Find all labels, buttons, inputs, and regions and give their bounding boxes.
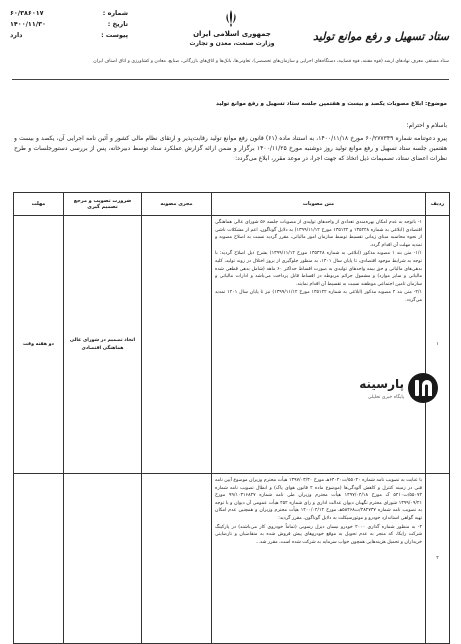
decision-paragraph: ۱/۱- متن بند ۱ مصوبه مذکور (ابلاغی به شماره ۱۳۵۴۲۸ مورخ ۱۳۹۹/۱۱/۱۲) بشرح ذیل اصلاح گردید: با توجه به شرایط موجود اقتصادی، تا پایان سال ۱۴۰۱، به منظور جلوگیری از بروز اختلال در روند تولید، کلیه بدهی‌های مالیاتی و حق بیمه واحدهای تولیدی به صورت اقساط حداکثر ۶۰ ماهه (شامل بدهی قطعی شده مالیاتی و سایر موارد) و مشمول جرائم مربوطه در اقساط قابل پرداخت می‌باشد و ادارات مالیاتی و سازمان تامین اجتماعی موظفند نسبت به تقسیط آن اقدام نمایند.: [215, 251, 422, 287]
letter-number-row: [10, 8, 128, 19]
date-label: تاریخ :: [107, 20, 128, 28]
table-row: [14, 216, 450, 474]
decision-text: [212, 474, 426, 644]
iran-emblem-icon: [221, 8, 241, 28]
parsine-logo-icon: [406, 371, 440, 405]
number-label: شماره :: [102, 9, 128, 17]
approval-cell: اتخاذ تصمیم در شورای عالی هماهنگی اقتصادی: [64, 216, 142, 474]
ministry-heading: [182, 30, 282, 48]
row-number: ۱: [426, 216, 450, 474]
decision-paragraph: ۲/۱- متن بند ۲ مصوبه مذکور (ابلاغی به شماره ۱۳۵۱۲۲ مورخ ۱۳۹۹/۱۱/۱۲) نیز تا پایان سال ۱۴۰۱ تمدید می‌گردد.: [215, 290, 422, 303]
row-number: ۲: [426, 474, 450, 644]
table-header-row: [14, 193, 450, 216]
decision-paragraph: ۲- به منظور شماره گذاری ۲۰۰۰ خودرو نیسان دیزل رسوبی (تماماً خودروی کار می‌باشند) در پارکینگ شرکت رایکا، که منجر به عدم تحویل به موقع خودروهای پیش فروش شده به متقاضیان و نارضایتی خریداران و تحمیل هزینه‌هایی همچون خواب سرمایه به شرکت شده است، مقرر شد...: [215, 524, 422, 545]
ministry-name: وزارت صنعت، معدن و تجارت: [189, 40, 275, 47]
attachment-label: پیوست :: [101, 31, 128, 39]
letter-intro: پیرو دعوتنامه شماره ۶۰/۲۷۷۳۴۹ مورخ ۱۴۰۰/۱۱/۱۸، به استناد ماده (۶۱) قانون رفع موانع تولید رقابت‌پذیر و ارتقای نظام مالی کشور و آئین نامه اجرایی آن، یکصد و بیست و هفتمین جلسه ستاد تسهیل و رفع موانع تولید روز دوشنبه مورخ ۱۴۰۰/۱۱/۲۵ برگزار و ضمن ارائه گزارش عملکرد ستاد توسط دبیرخانه، پس از بررسی دستورجلسات و طرح نظرات اعضای ستاد، تصمیمات ذیل اتخاذ که جهت اجرا، در موعد مقرر، ابلاغ می‌گردد:: [14, 135, 447, 162]
number-value: ۶۰/۳۸۶۰۱۷: [10, 9, 44, 17]
secretariat-tagline: ستاد مستقر، معرف نهادهای ارشد (قوه مقننه، قوه قضاییه، دستگاه‌های اجرایی و سازمان‌های تخصصی)، تعاونی‌ها، بانک‌ها و اتاق‌های بازرگانی، صنایع، معادن و کشاورزی و اتاق اصناف ایران: [93, 59, 449, 64]
watermark-name: پارسینه: [359, 377, 404, 391]
decisions-table: [13, 192, 450, 644]
letter-attachment-row: [10, 30, 128, 41]
header-divider: [12, 79, 449, 80]
approval-cell: [64, 474, 142, 644]
letter-greeting: باسلام و احترام؛: [406, 122, 447, 129]
column-header-executor: مجری مصوبه: [142, 193, 212, 216]
letter-date-row: [10, 19, 128, 30]
republic-name: جمهوری اسلامی ایران: [193, 30, 271, 38]
column-header-row-number: ردیف: [426, 193, 450, 216]
column-header-deadline: مهلت: [14, 193, 64, 216]
decision-paragraph: با عنایت به تصویب نامه شماره ۵۵۰۴۰/ت۶۴۰۲۰هـ مورخ ۱۳۹۷/۰۳/۳۰ هیأت محترم وزیران موضوع آیین نامه فنی در زمینه کنترل و کاهش آلودگی‌ها (موضوع ماده ۲ قانون هوای پاک) و ابطال تصویب نامه شماره ۵۵۰۷۴/ت۵۲۱۰ ک مورخ ۱۳۹۷/۰۴/۱۸ هیأت محترم وزیران طی نامه شماره ۹۹/۱۰۳۱۶۸۲۷ مورخ ۱۳۹۹/۰۹/۲۱ شورای محترم نگهبان دیوان عدالت اداری و رای شماره ۴۵۲ هیأت عمومی آن دیوان و با توجه به تصویب نامه شماره ۴۸۲۷۳۷/ت۵۸۴۶۸هـ مورخ ۱۴۰۰/۰۴/۱۲ هیأت محترم وزیران و همچنین عدم امکان تهیه گواهی استاندارد خودرو و موتورسیکلت به دلایل گوناگون، مقرر گردید:: [215, 478, 422, 521]
executor-cell: [142, 216, 212, 474]
letter-meta: [10, 8, 128, 41]
decision-text-body: [215, 476, 422, 641]
attachment-value: دارد: [10, 31, 23, 39]
decision-text: [212, 216, 426, 474]
date-value: ۱۴۰۰/۱۱/۳۰: [10, 20, 46, 28]
decision-paragraph: ۱- باتوجه به عدم امکان بهره‌مندی تعدادی از واحدهای تولیدی از مصوبات جلسه ۵۶ شورای عالی هماهنگی اقتصادی (ابلاغی به شماره ۱۳۵۴۲۸ و ۱۳۵۱۲۲ مورخ ۱۳۹۹/۱۱/۱۲) به دلایل گوناگون، اعم از مشکلات ناشی از نحوه محاسبه مبنای زمانی تقسیط توسط سازمان امور مالیاتی، مقرر گردید نسبت به اصلاح مصوبه و تمدید مهلت آن اقدام گردد.: [215, 220, 422, 248]
deadline-cell: [14, 474, 64, 644]
column-header-text: متن مصوبات: [212, 193, 426, 216]
parsine-watermark: [350, 371, 450, 409]
secretariat-title: ستاد تسهیل و رفع موانع تولید: [312, 30, 449, 43]
letter-subject: موضوع: ابلاغ مصوبات یکصد و بیست و هفتمین جلسه ستاد تسهیل و رفع موانع تولید: [215, 101, 447, 107]
table-row: [14, 474, 450, 644]
column-header-approval: ضرورت تصویب و مرجع تصمیم گیری: [64, 193, 142, 216]
executor-cell: [142, 474, 212, 644]
decision-text-body: [215, 218, 422, 471]
watermark-tagline: پایگاه خبری تحلیلی: [367, 395, 404, 400]
deadline-cell: دو هفته وقت: [14, 216, 64, 474]
